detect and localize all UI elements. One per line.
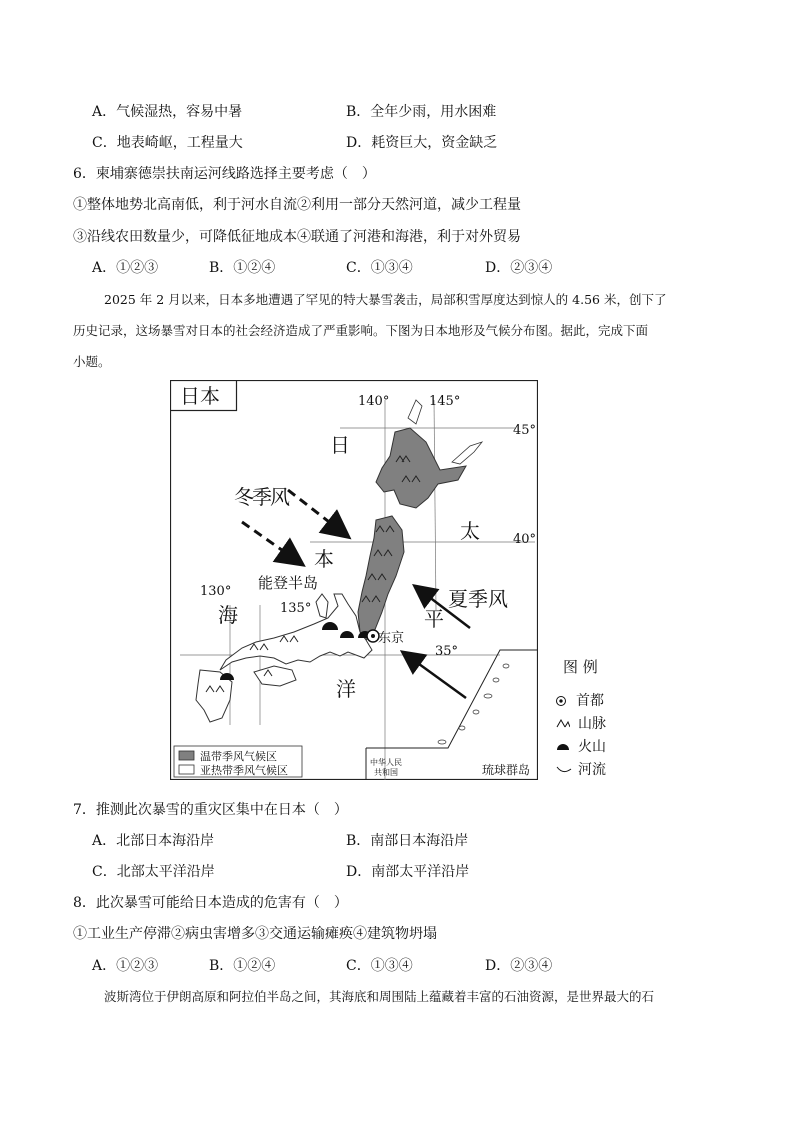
- subtropical-label: 亚热带季风气候区: [200, 764, 288, 777]
- q7-stem: 7．推测此次暴雪的重灾区集中在日本（ ）: [73, 802, 348, 818]
- ocean-label-ping: 平: [424, 607, 444, 631]
- map-title: 日本: [180, 384, 220, 408]
- q8-option-a: A．①②③: [92, 958, 159, 974]
- q7-option-d: D．南部太平洋沿岸: [346, 864, 470, 880]
- q5-option-c: C．地表崎岖，工程量大: [92, 135, 243, 151]
- intro-line-1: 2025 年 2 月以来，日本多地遭遇了罕见的特大暴雪袭击，局部积雪厚度达到惊人的 4.56 米，创下了: [104, 292, 667, 307]
- q8-option-c: C．①③④: [346, 958, 413, 974]
- sea-label-hai: 海: [218, 603, 238, 627]
- legend-capital-label: 首都: [576, 693, 604, 709]
- next-paragraph: 波斯湾位于伊朗高原和阿拉伯半岛之间，其海底和周围陆上蕴藏着丰富的石油资源，是世界最大的石: [104, 989, 655, 1004]
- lon-130: 130°: [200, 584, 232, 599]
- legend-river-row: [556, 761, 606, 779]
- intro-line-2: 历史记录，这场暴雪对日本的社会经济造成了严重影响。下图为日本地形及气候分布图。据此，完成下面: [73, 323, 649, 338]
- legend-mountain-row: [556, 715, 606, 733]
- river-icon: [556, 764, 572, 774]
- q7-option-a: A．北部日本海沿岸: [92, 833, 215, 849]
- subtropical-swatch: [179, 765, 194, 774]
- legend-volcano-row: [556, 738, 606, 756]
- intro-line-3: 小题。: [73, 354, 111, 369]
- ryukyu-label: 琉球群岛: [482, 763, 531, 777]
- q6-option-a: A．①②③: [92, 260, 159, 276]
- sea-label-ri: 日: [330, 433, 350, 457]
- q6-option-b: B．①②④: [209, 260, 276, 276]
- q6-item-2: ③沿线农田数量少，可降低征地成本④联通了河港和海港，利于对外贸易: [73, 229, 521, 245]
- ocean-label-tai: 太: [460, 519, 480, 543]
- noto-label: 能登半岛: [258, 574, 319, 592]
- china-label-2: 共和国: [374, 768, 398, 777]
- q6-option-d: D．②③④: [485, 260, 553, 276]
- tokyo-label: 东京: [378, 631, 405, 646]
- q5-option-b: B．全年少雨，用水困难: [346, 104, 497, 120]
- summer-monsoon-label: 夏季风: [448, 587, 508, 611]
- q7-option-b: B．南部日本海沿岸: [346, 833, 469, 849]
- winter-monsoon-label: 冬季风: [234, 485, 288, 509]
- temperate-swatch: [179, 751, 194, 760]
- lat-45: 45°: [513, 423, 537, 438]
- q6-option-c: C．①③④: [346, 260, 413, 276]
- lat-40: 40°: [513, 532, 537, 547]
- legend-capital-row: [556, 692, 604, 710]
- q8-option-d: D．②③④: [485, 958, 553, 974]
- legend-river-label: 河流: [578, 762, 606, 778]
- q5-option-d: D．耗资巨大，资金缺乏: [346, 135, 498, 151]
- capital-icon: [556, 696, 566, 706]
- q5-option-a: A．气候湿热，容易中暑: [92, 104, 243, 120]
- legend-mountain-label: 山脉: [578, 716, 606, 732]
- map-frame: [171, 381, 538, 780]
- lon-135: 135°: [280, 601, 312, 616]
- sea-label-ben: 本: [314, 547, 334, 571]
- q8-stem: 8．此次暴雪可能给日本造成的危害有（ ）: [73, 895, 348, 911]
- japan-map: [170, 380, 538, 780]
- china-label-1: 中华人民: [370, 758, 402, 767]
- q6-stem: 6．柬埔寨德崇扶南运河线路选择主要考虑（ ）: [73, 166, 376, 182]
- q7-option-c: C．北部太平洋沿岸: [92, 864, 215, 880]
- temperate-label: 温带季风气候区: [200, 750, 277, 763]
- mountain-icon: [556, 718, 570, 728]
- q8-option-b: B．①②④: [209, 958, 276, 974]
- q8-items: ①工业生产停滞②病虫害增多③交通运输瘫痪④建筑物坍塌: [73, 926, 437, 942]
- lon-145: 145°: [429, 394, 461, 409]
- q6-item-1: ①整体地势北高南低，利于河水自流②利用一部分天然河道，减少工程量: [73, 197, 521, 213]
- legend-title: 图 例: [563, 658, 598, 676]
- legend-volcano-label: 火山: [578, 739, 606, 755]
- lat-35: 35°: [435, 644, 459, 659]
- lon-140: 140°: [358, 394, 390, 409]
- ocean-label-yang: 洋: [336, 677, 356, 701]
- volcano-icon: [556, 741, 570, 751]
